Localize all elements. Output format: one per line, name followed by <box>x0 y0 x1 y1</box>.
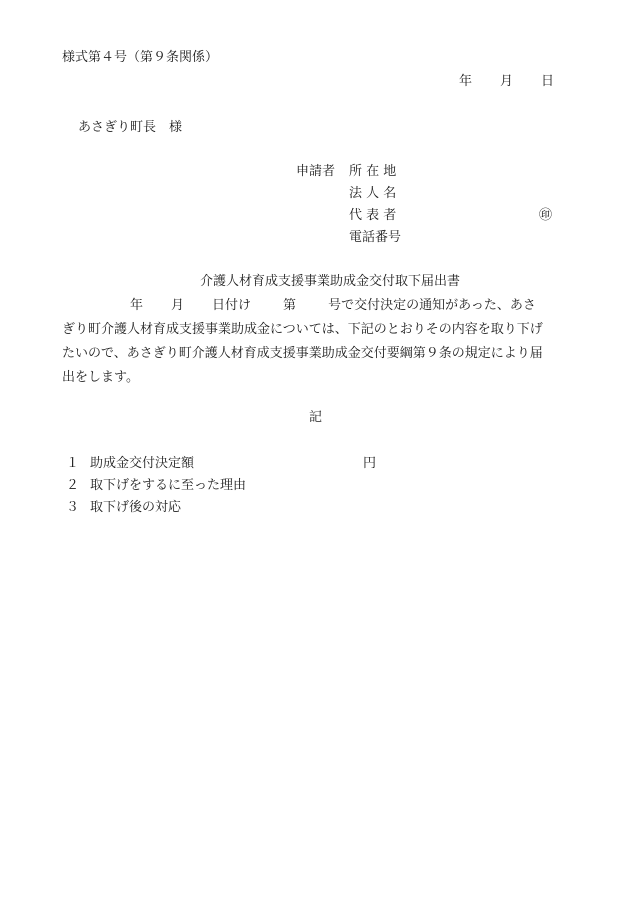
item-text: 取下げ後の対応 <box>90 500 182 515</box>
applicant-label: 申請者 <box>296 164 336 179</box>
body-line-1-rest: 号で交付決定の通知があった、あさ <box>328 298 536 313</box>
representative-label: 代 表 者 <box>349 208 397 223</box>
body-year: 年 <box>130 298 144 313</box>
ki-heading: 記 <box>309 410 323 425</box>
item-text: 助成金交付決定額 <box>90 456 195 471</box>
document-title: 介護人材育成支援事業助成金交付取下届出書 <box>200 274 461 289</box>
seal-mark: ㊞ <box>539 208 553 223</box>
corporation-name-label: 法 人 名 <box>349 186 397 201</box>
item-number: ２ <box>66 478 80 493</box>
item-text: 取下げをするに至った理由 <box>90 478 247 493</box>
date-year-label: 年 <box>459 74 473 89</box>
body-paragraph <box>62 294 578 390</box>
date-day-label: 日 <box>541 74 555 89</box>
body-line-3: たいので、あさぎり町介護人材育成支援事業助成金交付要綱第９条の規定により届 <box>62 346 543 361</box>
item-number: １ <box>66 456 80 471</box>
body-number-prefix: 第 <box>283 298 297 313</box>
body-line-2: ぎり町介護人材育成支援事業助成金については、下記のとおりその内容を取り下げ <box>62 322 543 337</box>
body-month: 月 <box>171 298 185 313</box>
phone-label: 電話番号 <box>349 230 402 245</box>
addressee: あさぎり町長 様 <box>78 120 183 135</box>
item-number: ３ <box>66 500 80 515</box>
body-line-1 <box>62 294 578 318</box>
yen-unit: 円 <box>363 456 377 471</box>
date-month-label: 月 <box>500 74 514 89</box>
form-number: 様式第４号（第９条関係） <box>62 50 219 65</box>
address-label: 所 在 地 <box>349 164 397 179</box>
body-line-4: 出をします。 <box>62 370 139 385</box>
body-dated: 日付け <box>212 298 252 313</box>
